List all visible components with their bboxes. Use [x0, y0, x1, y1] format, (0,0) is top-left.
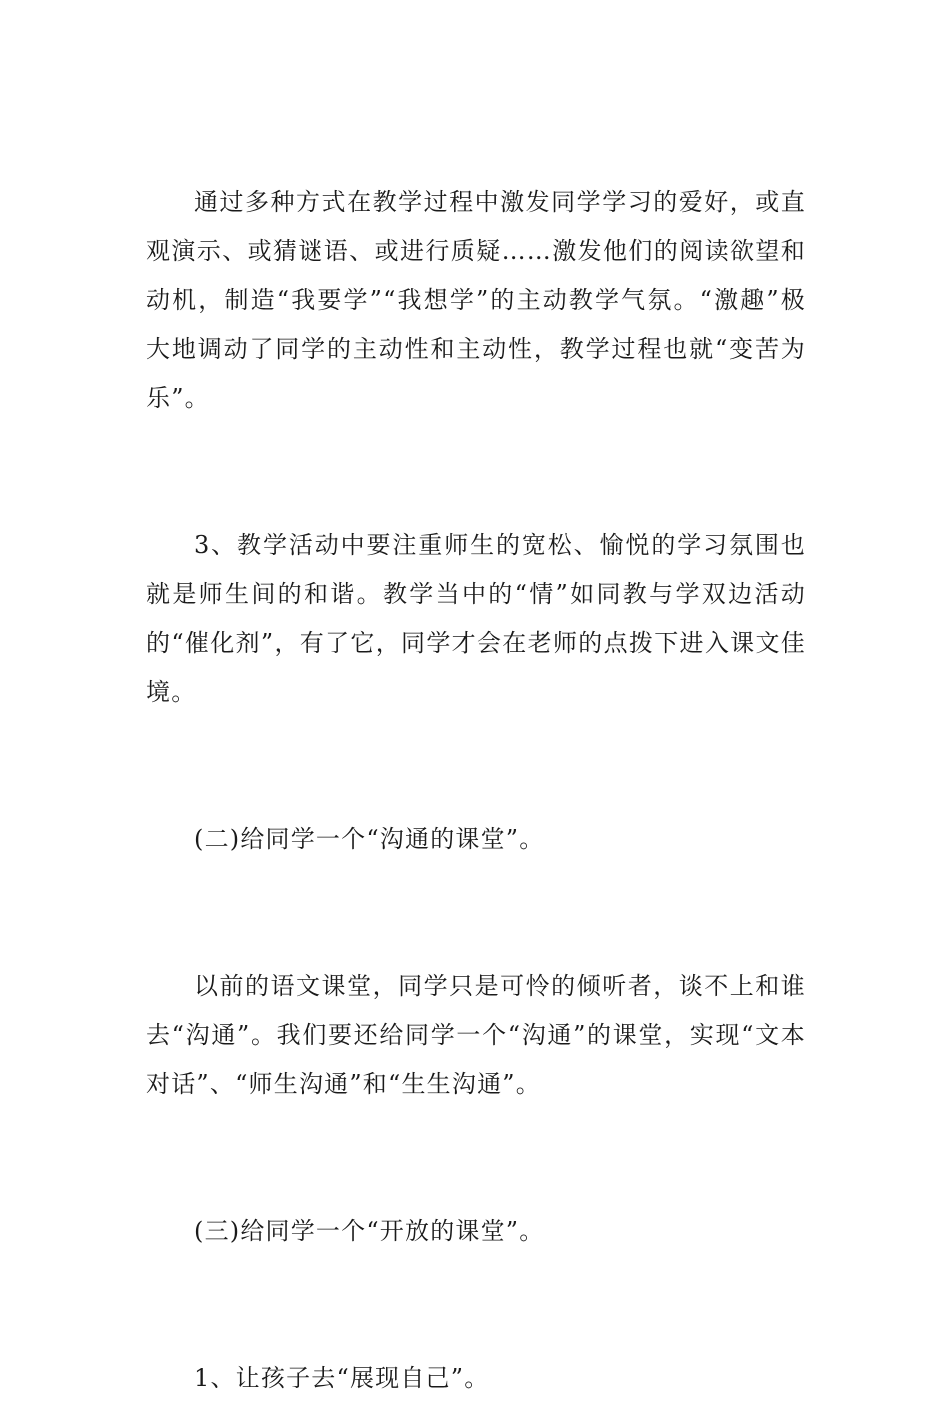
- section-heading-open: (三)给同学一个“开放的课堂”。: [194, 1217, 545, 1245]
- paragraph-harmony: 3、教学活动中要注重师生的宽松、愉悦的学习氛围也就是师生间的和谐。教学当中的“情”如同教与学双边活动的“催化剂”，有了它，同学才会在老师的点拨下进入课文佳境。: [146, 531, 806, 706]
- paragraph-interest: 通过多种方式在教学过程中激发同学学习的爱好，或直观演示、或猜谜语、或进行质疑……激发他们的阅读欲望和动机，制造“我要学”“我想学”的主动教学气氛。“激趣”极大地调动了同学的主动性和主动性，教学过程也就“变苦为乐”。: [146, 188, 806, 412]
- paragraph-spacer: [146, 1256, 806, 1354]
- list-item-show-yourself: 1、让孩子去“展现自己”。: [194, 1364, 490, 1392]
- document-body: [146, 178, 806, 1403]
- paragraph-spacer: [146, 717, 806, 815]
- paragraph-spacer: [146, 864, 806, 962]
- section-heading-communication: (二)给同学一个“沟通的课堂”。: [194, 825, 545, 853]
- paragraph-communication: 以前的语文课堂，同学只是可怜的倾听者，谈不上和谁去“沟通”。我们要还给同学一个“沟通”的课堂，实现“文本对话”、“师生沟通”和“生生沟通”。: [146, 972, 806, 1098]
- paragraph-spacer: [146, 1109, 806, 1207]
- paragraph-spacer: [146, 423, 806, 521]
